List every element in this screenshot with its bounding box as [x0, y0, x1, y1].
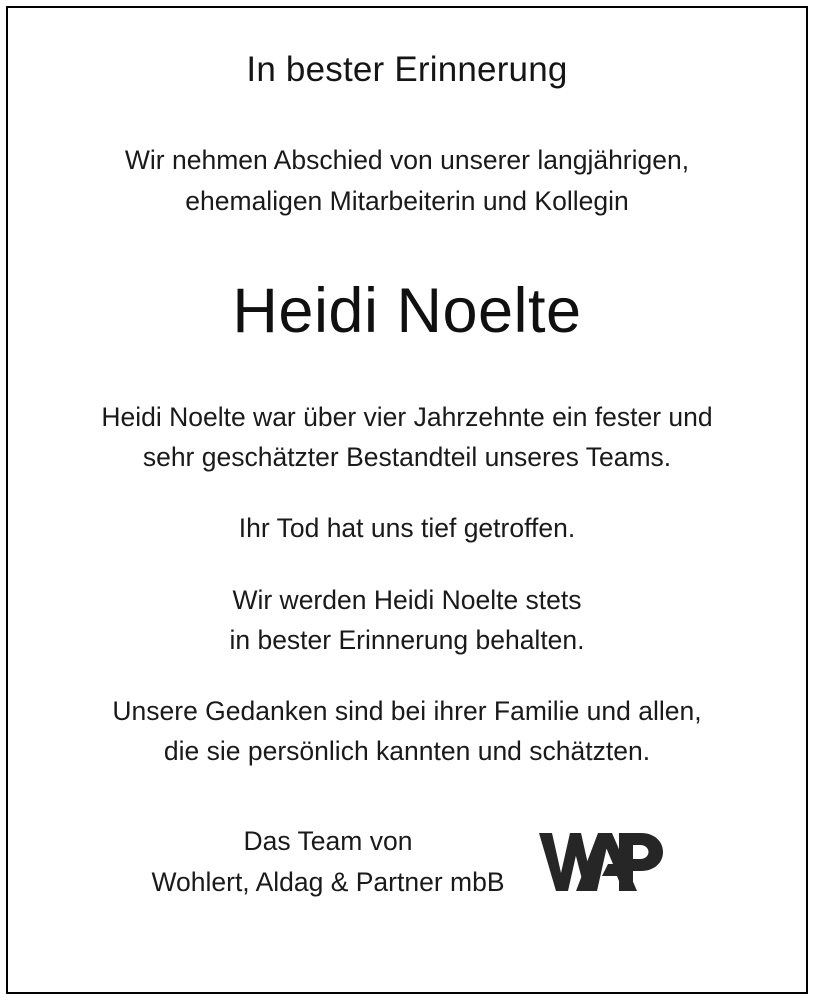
- memorial-line: Wir werden Heidi Noelte stets: [232, 584, 582, 615]
- notice-headline: [246, 50, 567, 90]
- memorial-line: in bester Erinnerung behalten.: [229, 624, 585, 655]
- signature-text: [151, 821, 504, 902]
- notice-content: [6, 6, 808, 994]
- memorial-paragraph: [101, 345, 712, 478]
- deceased-name-text: Heidi Noelte: [232, 275, 582, 346]
- memorial-line: Ihr Tod hat uns tief getroffen.: [238, 513, 576, 544]
- intro-line: ehemaligen Mitarbeiterin und Kollegin: [185, 185, 629, 216]
- intro-paragraph: [125, 90, 689, 221]
- memorial-line: Heidi Noelte war über vier Jahrzehnte ein fester und: [101, 401, 713, 432]
- notice-headline-text: In bester Erinnerung: [246, 50, 568, 89]
- memorial-paragraph: [229, 549, 584, 661]
- signature-block: [46, 821, 768, 994]
- deceased-name: [232, 221, 581, 345]
- memorial-line: Unsere Gedanken sind bei ihrer Familie und allen,: [112, 696, 702, 727]
- signature-line: Das Team von: [243, 826, 413, 857]
- memorial-line: sehr geschätzter Bestandteil unseres Teams.: [142, 442, 672, 473]
- memorial-paragraph: [239, 477, 575, 548]
- memorial-line: die sie persönlich kannten und schätzten.: [163, 736, 651, 767]
- signature-line: Wohlert, Aldag & Partner mbB: [151, 866, 505, 897]
- memorial-paragraph: [112, 660, 701, 772]
- wap-logo: [539, 831, 663, 893]
- intro-line: Wir nehmen Abschied von unserer langjährigen,: [124, 145, 690, 176]
